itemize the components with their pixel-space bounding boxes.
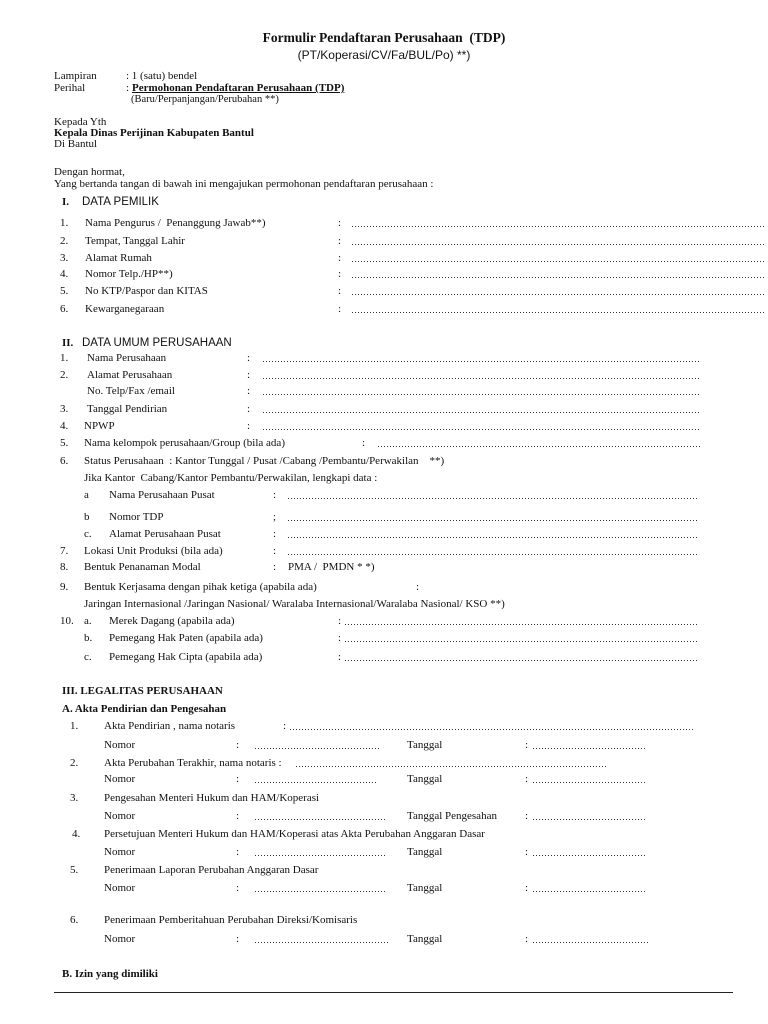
item-separator: ; [273,511,277,523]
item-label: Nomor TDP [109,511,164,523]
item-separator: : [273,489,277,501]
fill-line [255,748,381,749]
fill-line [345,624,699,625]
item-separator: : [247,420,251,432]
fill-line [533,942,650,943]
perihal-label: Perihal [54,82,86,94]
fill-line [288,520,699,521]
nomor-separator: : [236,933,240,945]
fill-line [533,891,646,892]
subsection-b-title: B. Izin yang dimiliki [62,968,158,980]
lampiran-value: : 1 (satu) bendel [126,70,198,82]
item-label: Bentuk Penanaman Modal [84,561,201,573]
nomor-label: Nomor [104,773,136,785]
tanggal-label: Tanggal [407,739,443,751]
item-label: No. Telp/Fax /email [87,385,175,397]
fill-line [263,412,699,413]
fill-line [352,244,766,245]
nomor-separator: : [236,739,240,751]
item-label: Akta Pendirian , nama notaris [104,720,236,732]
item-label: Persetujuan Menteri Hukum dan HAM/Koperasi atas Akta Perubahan Anggaran Dasar [104,828,485,840]
fill-line [255,819,385,820]
item-label: Alamat Perusahaan Pusat [109,528,221,540]
fill-line [263,394,699,395]
fill-line [533,782,646,783]
item-separator: : [338,268,342,280]
fill-line [255,855,385,856]
item-number: 1. [60,352,69,364]
tanggal-label: Tanggal Pengesahan [407,810,497,822]
perihal-colon: : [126,82,130,94]
item-separator: : [247,369,251,381]
addressee-to: Kepada Yth [54,116,107,128]
item-label: Tanggal Pendirian [87,403,168,415]
fill-line [255,782,377,783]
fill-line [288,554,699,555]
fill-line [533,748,646,749]
item-number: 4. [60,268,69,280]
fill-line [352,277,766,278]
item-separator: : [338,651,342,663]
fill-line [352,261,766,262]
item-label: No KTP/Paspor dan KITAS [85,285,208,297]
nomor-label: Nomor [104,882,136,894]
item-separator: : [338,632,342,644]
item-label: Bentuk Kerjasama dengan pihak ketiga (apabila ada) [84,581,317,593]
item-number: b [84,511,90,523]
item-label: Tempat, Tanggal Lahir [85,235,185,247]
sub-item-letter: c. [84,651,92,663]
tanggal-label: Tanggal [407,933,443,945]
status-perusahaan-line: Status Perusahaan : Kantor Tunggal / Pusat /Cabang /Pembantu/Perwakilan **) [84,455,445,467]
fill-line [345,660,699,661]
item-separator: : [338,615,342,627]
item-separator: : [338,252,342,264]
item-number: 3. [60,252,69,264]
section-1-title: DATA PEMILIK [82,196,159,208]
item-label: Kewarganegaraan [85,303,165,315]
tanggal-label: Tanggal [407,846,443,858]
item-number: 4. [72,828,81,840]
nomor-separator: : [236,810,240,822]
fill-line [288,498,699,499]
subsection-a-title: A. Akta Pendirian dan Pengesahan [62,703,227,715]
sub-item-letter: b. [84,632,93,644]
item-label: Merek Dagang (apabila ada) [109,615,235,627]
section-1-number: I. [62,196,70,208]
item-number: 5. [70,864,79,876]
item-label: Alamat Rumah [85,252,152,264]
item-number: 6. [70,914,79,926]
fill-line [255,942,390,943]
fill-line [378,446,701,447]
nomor-separator: : [236,882,240,894]
item-label: NPWP [84,420,115,432]
item-number: 10. [60,615,74,627]
fill-line [533,855,646,856]
fill-line [255,891,385,892]
tanggal-separator: : [525,810,529,822]
section-2-title: DATA UMUM PERUSAHAAN [82,337,232,349]
item-number: 2. [60,235,69,247]
nomor-label: Nomor [104,810,136,822]
item-number: 6. [60,303,69,315]
tanggal-separator: : [525,739,529,751]
tanggal-separator: : [525,773,529,785]
nomor-label: Nomor [104,933,136,945]
item-separator: : [247,403,251,415]
perihal-note: (Baru/Perpanjangan/Perubahan **) [131,94,279,105]
tanggal-separator: : [525,846,529,858]
item-separator: : [416,581,420,593]
item-separator: : [247,385,251,397]
item-separator: : [338,285,342,297]
item-separator: : [273,561,277,573]
item-number: 1. [60,217,69,229]
branch-instruction: Jika Kantor Cabang/Kantor Pembantu/Perwakilan, lengkapi data : [84,472,378,484]
item-label: Lokasi Unit Produksi (bila ada) [84,545,223,557]
item-label: Penerimaan Laporan Perubahan Anggaran Dasar [104,864,319,876]
tanggal-separator: : [525,882,529,894]
item-number: 7. [60,545,69,557]
section-2-number: II. [62,337,74,349]
fill-line [352,294,766,295]
item-separator: : [273,545,277,557]
item-number: 3. [70,792,79,804]
item-label: Alamat Perusahaan [87,369,173,381]
item-label: Penerimaan Pemberitahuan Perubahan Direksi/Komisaris [104,914,358,926]
item-label: Pengesahan Menteri Hukum dan HAM/Koperasi [104,792,320,804]
nomor-separator: : [236,773,240,785]
item-separator: : [338,303,342,315]
fill-line [263,378,699,379]
salutation: Dengan hormat, [54,166,125,178]
form-subtitle: (PT/Koperasi/CV/Fa/BUL/Po) **) [297,48,471,62]
addressee-name: Kepala Dinas Perijinan Kabupaten Bantul [54,127,254,139]
fill-line [288,537,699,538]
item-number: 3. [60,403,69,415]
opening-statement: Yang bertanda tangan di bawah ini mengajukan permohonan pendaftaran perusahaan : [54,178,434,190]
item-number: a [84,489,89,501]
item-number: 2. [60,369,69,381]
fill-line [352,312,766,313]
fill-line [352,226,766,227]
item-separator: : [283,720,287,732]
fill-line [263,429,699,430]
item-label: Nama kelompok perusahaan/Group (bila ada) [84,437,285,449]
item-separator: : [247,352,251,364]
fill-line [290,729,695,730]
investment-type-options: PMA / PMDN * *) [288,561,375,573]
addressee-place: Di Bantul [54,138,98,150]
item-number: 9. [60,581,69,593]
item-separator: : [273,528,277,540]
nomor-label: Nomor [104,739,136,751]
fill-line [263,361,699,362]
fill-line [345,641,699,642]
tanggal-label: Tanggal [407,882,443,894]
item-number: 4. [60,420,69,432]
lampiran-label: Lampiran [54,70,97,82]
item-label: Akta Perubahan Terakhir, nama notaris : [104,757,282,769]
item-label: Nama Perusahaan [87,352,167,364]
item-number: 5. [60,285,69,297]
cooperation-options: Jaringan Internasional /Jaringan Nasional/ Waralaba Internasional/Waralaba Nasional/ KSO **) [84,598,505,610]
perihal-value: Permohonan Pendaftaran Perusahaan (TDP) [132,82,345,94]
item-separator: : [338,235,342,247]
item-label: Pemegang Hak Cipta (apabila ada) [109,651,263,663]
item-label: Nama Perusahaan Pusat [109,489,215,501]
nomor-separator: : [236,846,240,858]
item-number: c. [84,528,92,540]
item-number: 5. [60,437,69,449]
item-separator: : [338,217,342,229]
tanggal-label: Tanggal [407,773,443,785]
item-number: 8. [60,561,69,573]
form-title: Formulir Pendaftaran Perusahaan (TDP) [262,30,506,45]
item-separator: : [362,437,366,449]
item-number: 2. [70,757,79,769]
item-label: Nama Pengurus / Penanggung Jawab**) [85,217,266,229]
item-label: Nomor Telp./HP**) [85,268,173,280]
nomor-label: Nomor [104,846,136,858]
divider-line [54,992,733,993]
fill-line [296,766,606,767]
item-label: Pemegang Hak Paten (apabila ada) [109,632,263,644]
sub-item-letter: a. [84,615,92,627]
item-number: 6. [60,455,69,467]
section-3-title: III. LEGALITAS PERUSAHAAN [62,685,223,697]
fill-line [533,819,646,820]
item-number: 1. [70,720,79,732]
tanggal-separator: : [525,933,529,945]
